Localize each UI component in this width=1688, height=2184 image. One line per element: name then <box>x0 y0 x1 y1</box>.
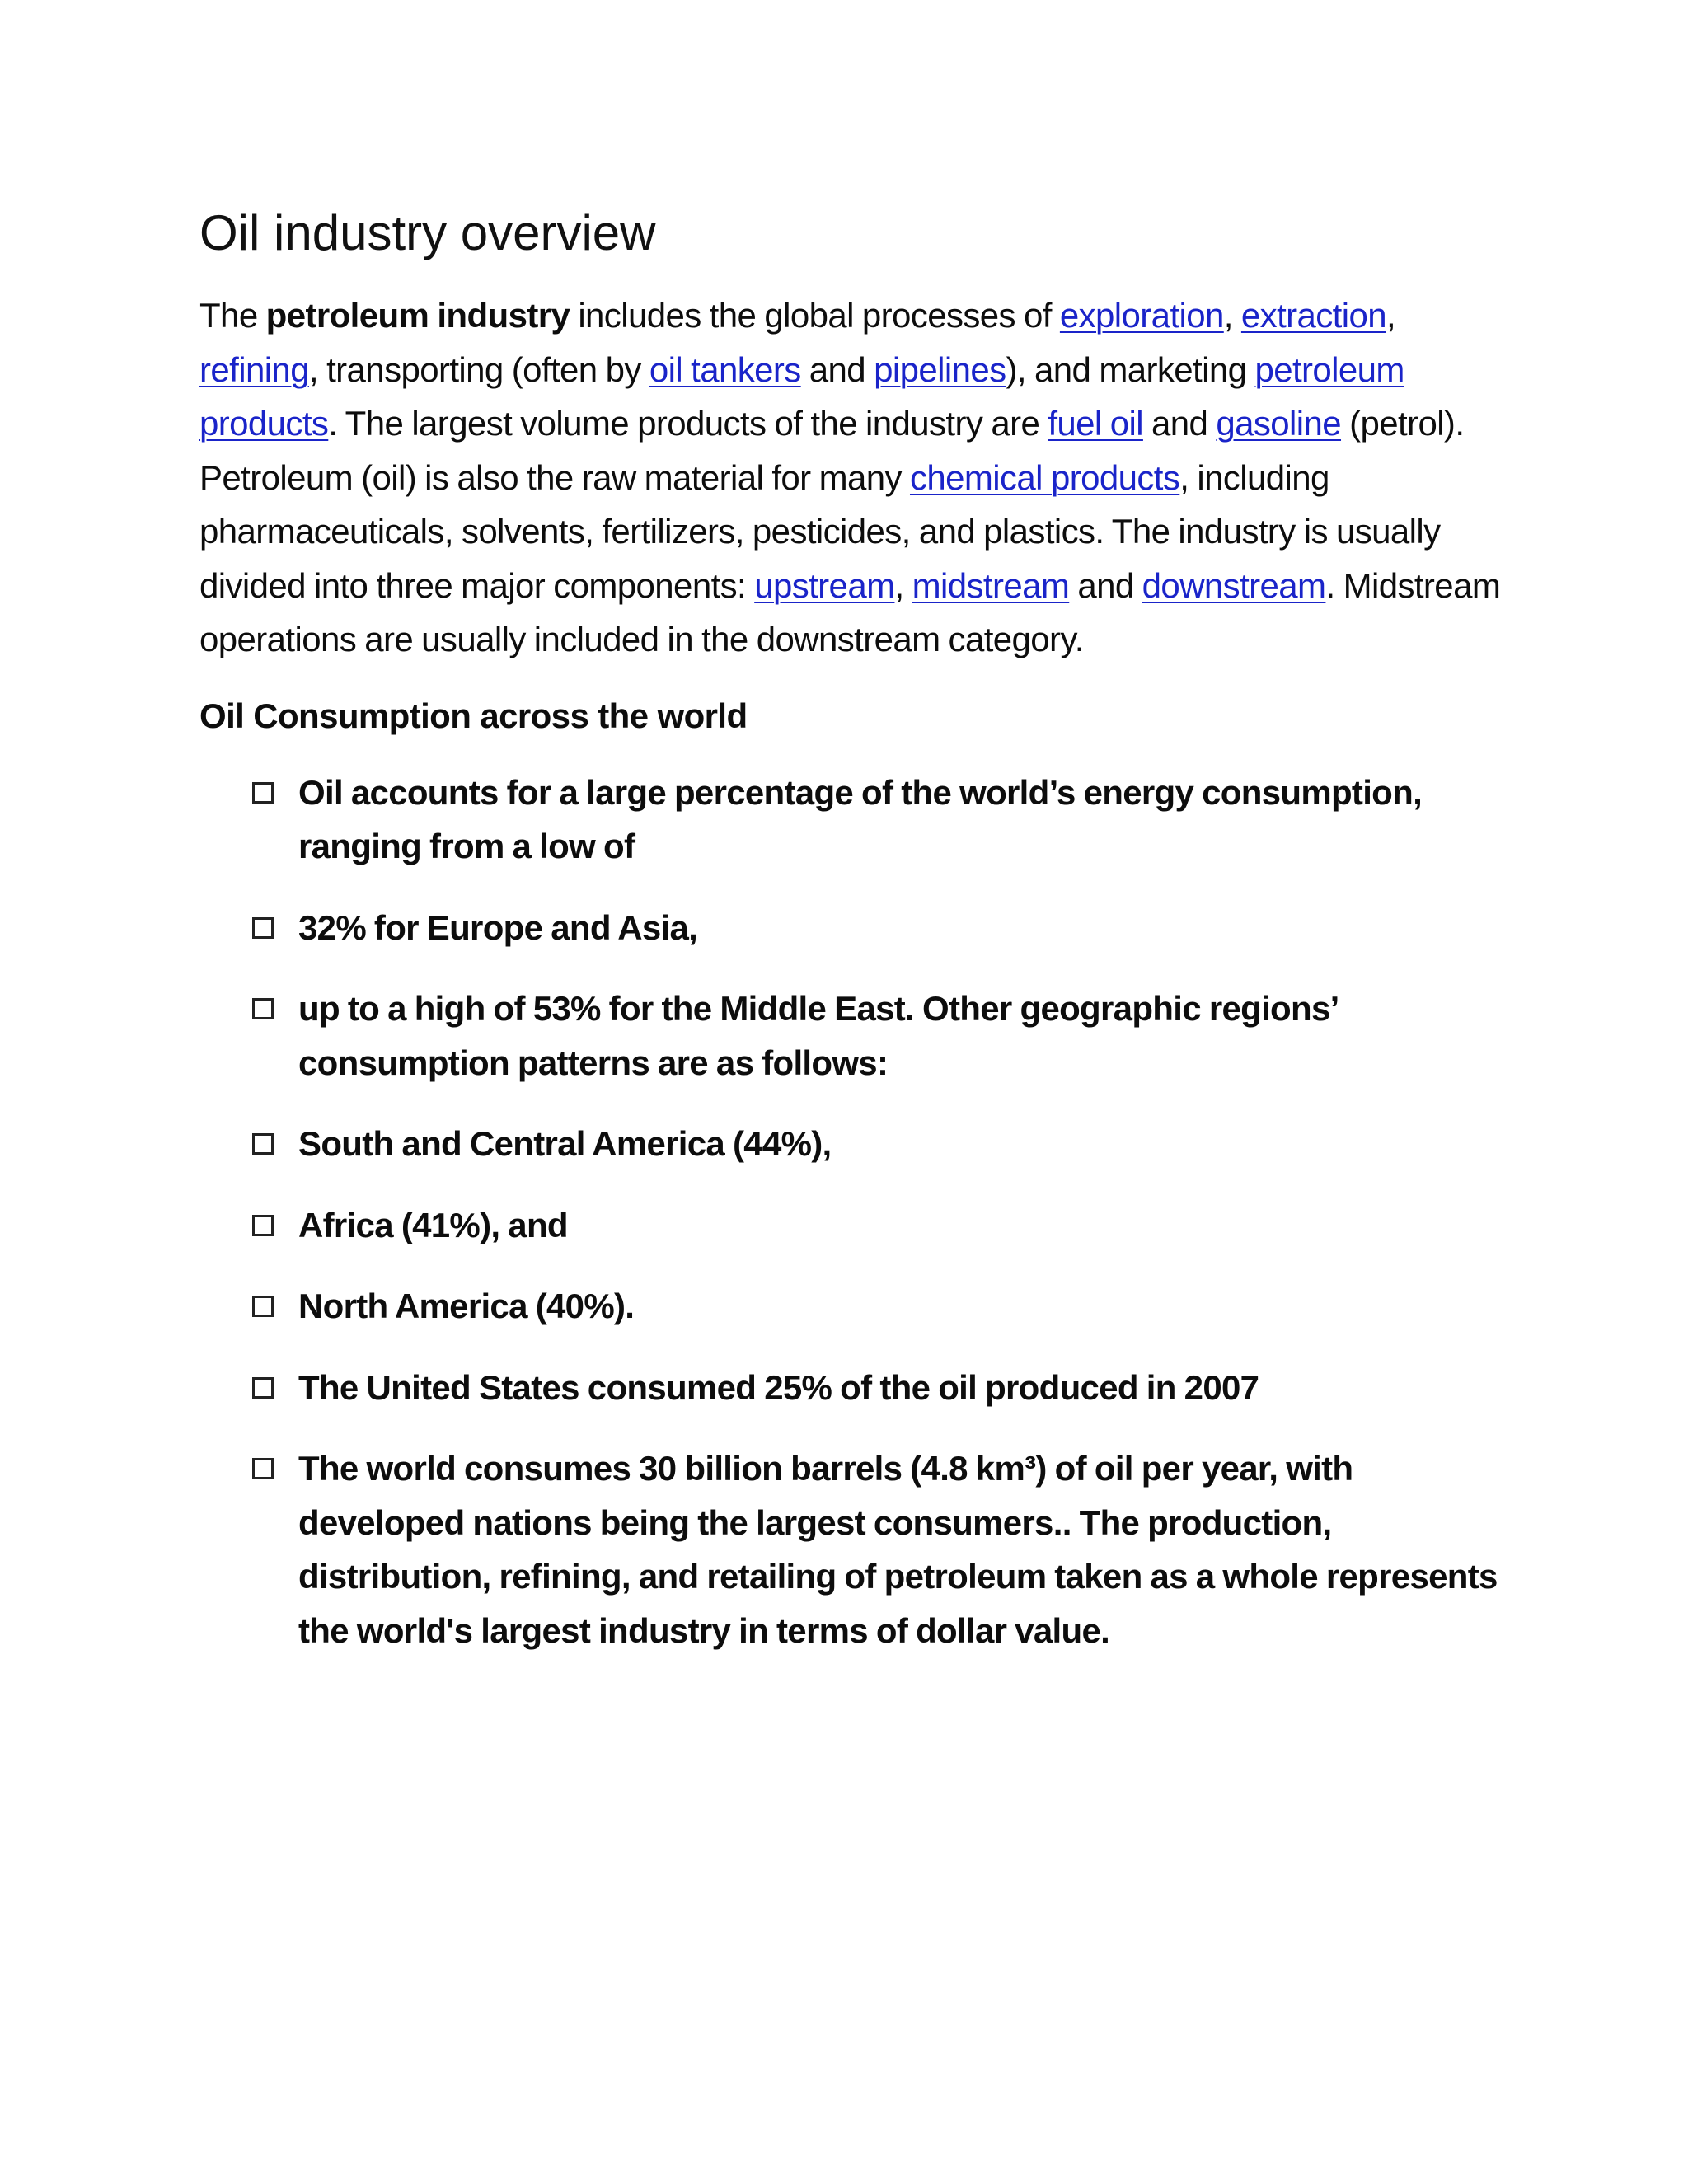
intro-text: . The largest volume products of the industry are <box>328 404 1048 443</box>
link-downstream[interactable]: downstream <box>1142 565 1326 605</box>
document-content <box>199 194 1502 1685</box>
intro-text: and <box>1142 404 1217 443</box>
list-item-text: The world consumes 30 billion barrels (4.8 km³) of oil per year, with developed nations being the largest consumers.. The production, distribution, refining, and retailing of petroleum taken as a whole represents the world's largest industry in terms of dollar value. <box>298 1449 1498 1650</box>
link-oil-tankers[interactable]: oil tankers <box>649 349 801 389</box>
intro-text: , including pharmaceuticals, solvents, fertilizers, pesticides, and plastics. The industry is usually divided into three major components: <box>199 457 1441 605</box>
list-item-text: North America (40%). <box>298 1286 635 1325</box>
link-products[interactable]: products <box>199 404 329 443</box>
section-heading: Oil Consumption across the world <box>199 696 748 735</box>
list-item <box>199 901 1502 955</box>
link-midstream[interactable]: midstream <box>912 565 1070 605</box>
link-petroleum[interactable]: petroleum <box>1254 349 1404 389</box>
intro-text: , <box>894 565 912 605</box>
checkbox-bullet-icon <box>252 1458 274 1479</box>
link-gasoline[interactable]: gasoline <box>1216 404 1342 443</box>
link-extraction[interactable]: extraction <box>1240 296 1386 335</box>
list-item <box>199 1441 1502 1657</box>
list-item <box>199 1361 1502 1415</box>
checkbox-bullet-icon <box>252 1133 274 1155</box>
checkbox-bullet-icon <box>252 782 274 804</box>
link-pipelines[interactable]: pipelines <box>874 349 1006 389</box>
intro-text: . Midstream operations are usually included in the downstream category. <box>199 565 1501 658</box>
list-item-text: The United States consumed 25% of the oil produced in 2007 <box>298 1367 1259 1407</box>
bold-term-petroleum-industry: petroleum industry <box>265 296 570 335</box>
link-fuel-oil[interactable]: fuel oil <box>1048 404 1143 443</box>
intro-text: and <box>1069 565 1142 605</box>
intro-text: (petrol). Petroleum (oil) is also the raw material for many <box>199 404 1465 497</box>
intro-text: and <box>800 349 874 389</box>
intro-text: , transporting (often by <box>308 349 649 389</box>
list-item-text: South and Central America (44%), <box>298 1124 832 1163</box>
list-item <box>199 1117 1502 1171</box>
list-item-text: 32% for Europe and Asia, <box>298 907 698 947</box>
checkbox-bullet-icon <box>252 1215 274 1236</box>
checkbox-bullet-icon <box>252 998 274 1019</box>
link-exploration[interactable]: exploration <box>1059 296 1224 335</box>
intro-text: , <box>1223 296 1241 335</box>
link-upstream[interactable]: upstream <box>754 565 895 605</box>
link-refining[interactable]: refining <box>199 349 309 389</box>
checkbox-bullet-icon <box>252 1377 274 1399</box>
intro-text: includes the global processes of <box>570 296 1060 335</box>
list-item <box>199 1198 1502 1253</box>
list-item <box>199 766 1502 874</box>
list-item <box>199 982 1502 1090</box>
link-chemical-products[interactable]: chemical products <box>909 457 1180 497</box>
list-item-text: Oil accounts for a large percentage of the world’s energy consumption, ranging from a low of <box>298 772 1423 865</box>
intro-text: , <box>1386 296 1396 335</box>
list-item <box>199 1279 1502 1333</box>
intro-text: The <box>199 296 266 335</box>
list-item-text: Africa (41%), and <box>298 1205 568 1244</box>
checkbox-bullet-icon <box>252 917 274 939</box>
checkbox-bullet-icon <box>252 1296 274 1317</box>
intro-text: ), and marketing <box>1006 349 1255 389</box>
list-item-text: up to a high of 53% for the Middle East. Other geographic regions’ consumption patterns are as follows: <box>298 989 1338 1082</box>
page-title: Oil industry overview <box>199 205 656 260</box>
consumption-list <box>199 766 1502 1658</box>
intro-paragraph <box>199 288 1502 667</box>
